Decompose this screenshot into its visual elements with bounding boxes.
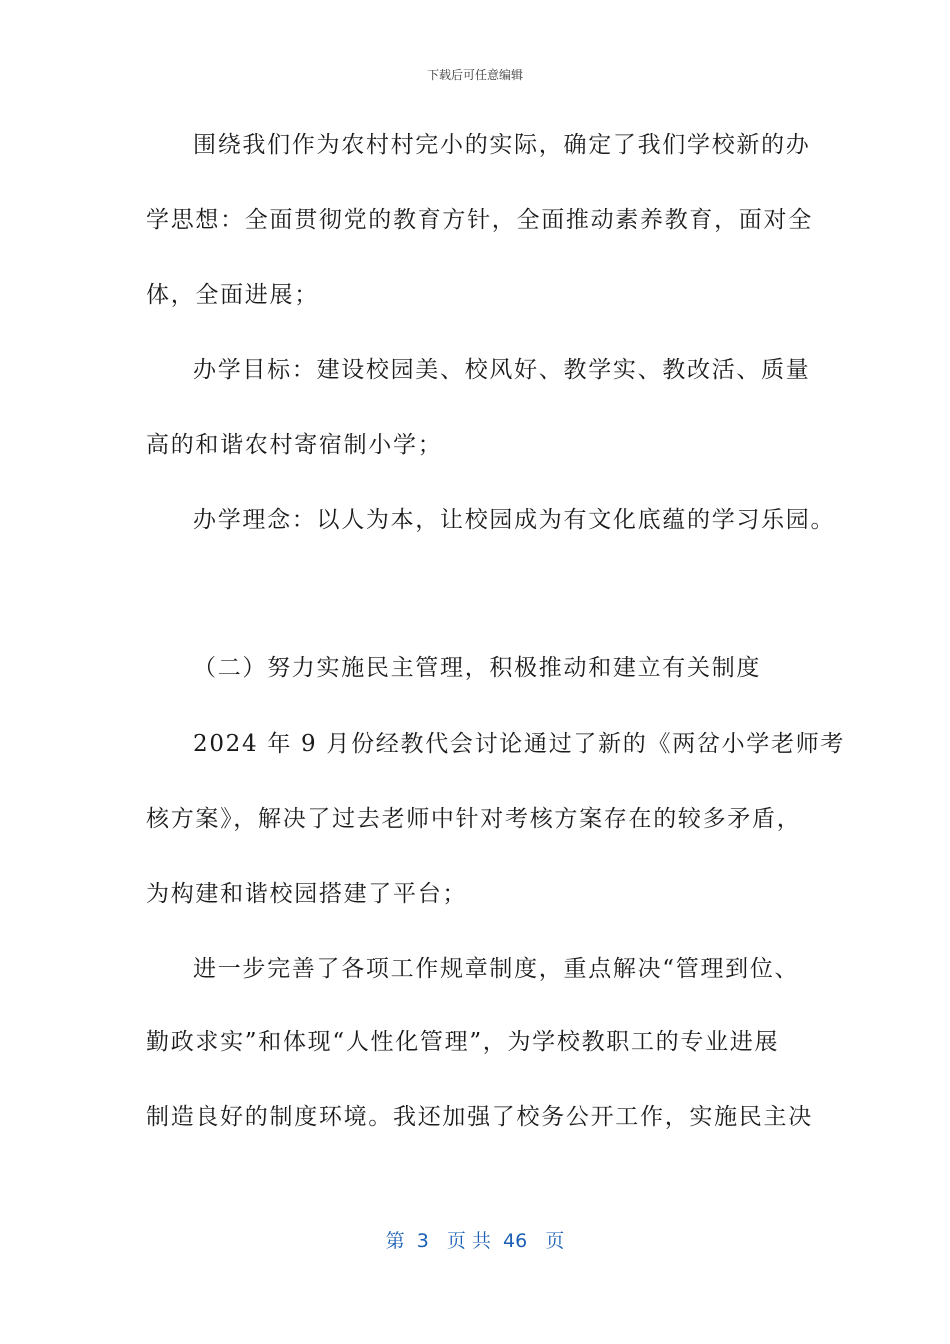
paragraph-line: 学思想：全面贯彻党的教育方针，全面推动素养教育，面对全 xyxy=(146,207,813,233)
section-heading: （二）努力实施民主管理，积极推动和建立有关制度 xyxy=(193,655,762,681)
page-number: 第 3 页 共 46 页 xyxy=(385,1230,565,1252)
paragraph-line: 为构建和谐校园搭建了平台； xyxy=(146,881,468,907)
paragraph-line: 制造良好的制度环境。我还加强了校务公开工作，实施民主决 xyxy=(146,1104,813,1130)
paragraph-line: 围绕我们作为农村村完小的实际，确定了我们学校新的办 xyxy=(193,132,811,158)
paragraph-line: 办学目标：建设校园美、校风好、教学实、教改活、质量 xyxy=(193,357,811,383)
paragraph-line: 体，全面进展； xyxy=(146,282,319,308)
paragraph-line: 高的和谐农村寄宿制小学； xyxy=(146,432,443,458)
paragraph-line: 核方案》，解决了过去老师中针对考核方案存在的较多矛盾， xyxy=(146,806,802,832)
paragraph-line: 2024 年 9 月份经教代会讨论通过了新的《两岔小学老师考 xyxy=(193,731,846,757)
paragraph-line: 办学理念：以人为本，让校园成为有文化底蕴的学习乐园。 xyxy=(193,507,836,533)
page-header: 下载后可任意编辑 xyxy=(426,68,523,82)
paragraph-line: 勤政求实”和体现“人性化管理”，为学校教职工的专业进展 xyxy=(146,1029,780,1055)
paragraph-line: 进一步完善了各项工作规章制度，重点解决“管理到位、 xyxy=(193,956,800,982)
